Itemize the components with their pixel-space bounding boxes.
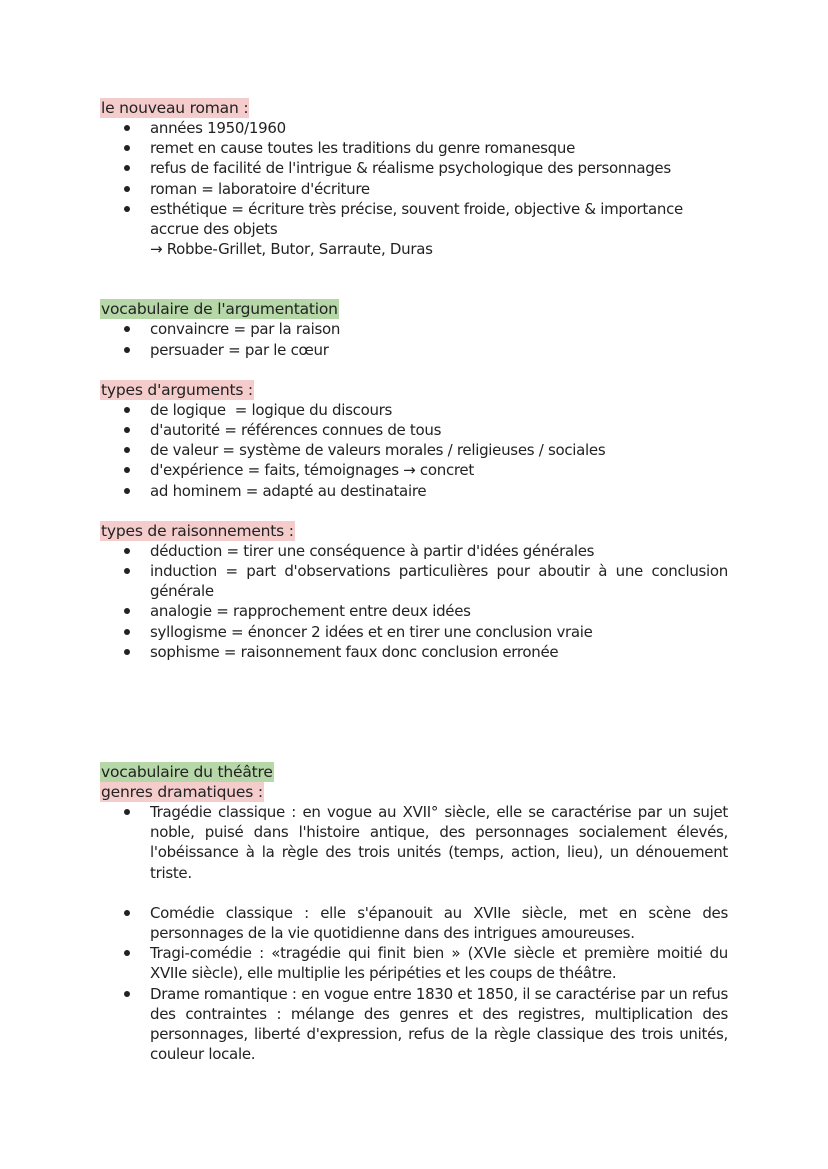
bullet-icon: [124, 548, 130, 554]
bullet-icon: [124, 427, 130, 433]
list-item: syllogisme = énoncer 2 idées et en tirer une conclusion vraie: [100, 622, 728, 642]
bullet-icon: [124, 629, 130, 635]
bullet-icon: [124, 145, 130, 151]
heading-genres-dramatiques: genres dramatiques :: [101, 783, 263, 802]
list-item: esthétique = écriture très précise, souvent froide, objective & importance accrue des objets → Robbe-Grillet, Butor, Sarraute, Duras: [100, 199, 728, 260]
list-item: remet en cause toutes les traditions du genre romanesque: [100, 138, 728, 158]
bullet-icon: [124, 186, 130, 192]
bullet-icon: [124, 347, 130, 353]
bullet-icon: [124, 950, 130, 956]
bullet-icon: [124, 447, 130, 453]
bullet-icon: [124, 165, 130, 171]
list-item: Tragédie classique : en vogue au XVII° siècle, elle se caractérise par un sujet noble, puisé dans l'histoire antique, des personnages socialement élevés, l'obéissance à la règle des trois unités (temps, action, lieu), un dénouement triste.: [100, 802, 728, 883]
list-item: induction = part d'observations particulières pour aboutir à une conclusion générale: [100, 561, 728, 601]
list-item: de logique = logique du discours: [100, 400, 728, 420]
bullet-icon: [124, 649, 130, 655]
list-item: d'expérience = faits, témoignages → concret: [100, 460, 728, 480]
bullet-icon: [124, 125, 130, 131]
heading-types-arguments: types d'arguments :: [101, 380, 253, 399]
document-page: [100, 98, 728, 1065]
blank-line: [100, 883, 728, 903]
bullet-icon: [124, 467, 130, 473]
authors-line: → Robbe-Grillet, Butor, Sarraute, Duras: [150, 240, 433, 259]
list-item: refus de facilité de l'intrigue & réalisme psychologique des personnages: [100, 158, 728, 178]
list-item: convaincre = par la raison: [100, 319, 728, 339]
list-item: persuader = par le cœur: [100, 340, 728, 360]
spacer: [100, 259, 728, 299]
bullet-icon: [124, 608, 130, 614]
list-item: Tragi-comédie : «tragédie qui finit bien » (XVIe siècle et première moitié du XVIIe siècle), elle multiplie les péripéties et les coups de théâtre.: [100, 943, 728, 983]
list-item: ad hominem = adapté au destinataire: [100, 481, 728, 501]
bullet-icon: [124, 568, 130, 574]
list-item: de valeur = système de valeurs morales / religieuses / sociales: [100, 440, 728, 460]
list-theatre: [100, 802, 728, 1064]
spacer: [100, 501, 728, 521]
spacer: [100, 662, 728, 762]
list-item: roman = laboratoire d'écriture: [100, 179, 728, 199]
heading-argumentation: vocabulaire de l'argumentation: [101, 300, 338, 319]
heading-types-raisonnements: types de raisonnements :: [101, 521, 294, 540]
list-item: d'autorité = références connues de tous: [100, 420, 728, 440]
list-nouveau-roman: [100, 118, 728, 259]
list-arguments: [100, 400, 728, 501]
heading-nouveau-roman: le nouveau roman :: [101, 99, 249, 117]
list-item: déduction = tirer une conséquence à partir d'idées générales: [100, 541, 728, 561]
bullet-icon: [124, 326, 130, 332]
list-item: années 1950/1960: [100, 118, 728, 138]
list-argumentation: [100, 319, 728, 359]
bullet-icon: [124, 206, 130, 212]
heading-theatre: vocabulaire du théâtre: [101, 763, 273, 782]
bullet-icon: [124, 809, 130, 815]
list-item: Drame romantique : en vogue entre 1830 et 1850, il se caractérise par un refus des contraintes : mélange des genres et des registres, multiplication des personnages, liberté d'expression, refus de la règle classique des trois unités, couleur locale.: [100, 984, 728, 1065]
bullet-icon: [124, 488, 130, 494]
list-item: analogie = rapprochement entre deux idées: [100, 601, 728, 621]
bullet-icon: [124, 910, 130, 916]
bullet-icon: [124, 407, 130, 413]
bullet-icon: [124, 991, 130, 997]
list-item: sophisme = raisonnement faux donc conclusion erronée: [100, 642, 728, 662]
spacer: [100, 360, 728, 380]
list-item: Comédie classique : elle s'épanouit au XVIIe siècle, met en scène des personnages de la vie quotidienne dans des intrigues amoureuses.: [100, 903, 728, 943]
list-raisonnements: [100, 541, 728, 662]
